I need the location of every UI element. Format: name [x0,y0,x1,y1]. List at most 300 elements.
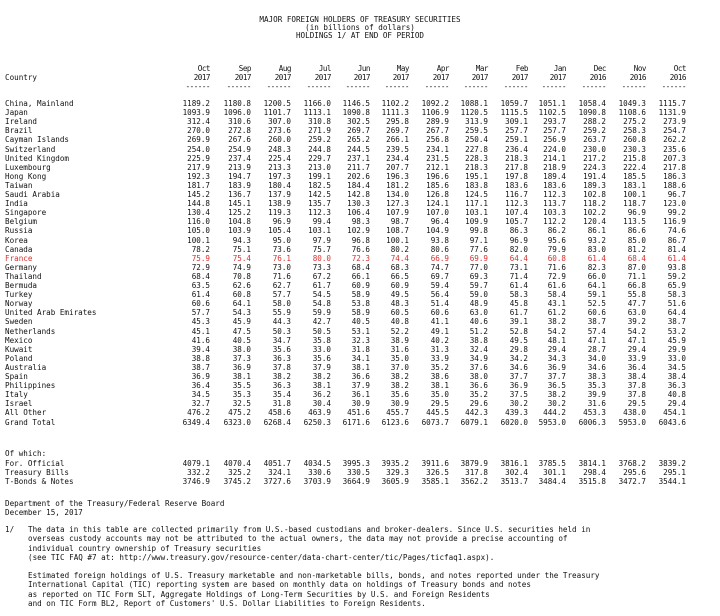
column-month: Jul [318,64,331,73]
table-cell: 73.6 [272,244,291,254]
table-cell: 267.7 [426,126,449,136]
table-cell: 229.7 [308,153,331,163]
table-cell: 107.4 [505,208,528,218]
table-cell: 33.9 [430,353,449,363]
table-cell: 259.1 [505,135,528,145]
table-cell: 37.3 [232,353,251,363]
table-cell: 269.9 [187,135,210,145]
table-cell: 29.9 [667,344,686,354]
table-cell: 295.6 [623,468,646,478]
table-cell: 37.9 [351,381,370,391]
table-cell: 34.3 [547,353,566,363]
table-cell: 73.3 [312,262,331,272]
table-cell: 6043.6 [658,417,686,427]
table-cell: 47.5 [232,326,251,336]
table-cell: 257.7 [505,126,528,136]
table-cell: 38.2 [312,372,331,381]
table-cell: 38.4 [667,372,686,381]
table-cell: 126.8 [426,190,449,199]
table-cell: 41.6 [191,335,210,345]
table-cell: 38.8 [191,353,210,363]
table-cell: 224.0 [543,144,566,154]
table-cell: 112.3 [505,199,528,209]
table-cell: 60.6 [587,308,606,318]
table-row [0,477,720,487]
column-underline: ------ [424,82,449,91]
table-cell: 145.2 [187,190,210,199]
estimate-line: Estimated foreign holdings of U.S. Treasury marketable and non-marketable bills, bonds, and notes reported under the Treasury [28,571,600,580]
table-cell: 99.4 [312,217,331,227]
table-cell: 271.9 [308,126,331,136]
table-cell: 38.2 [272,372,291,381]
column-year: 2016 [669,73,686,82]
table-cell: 85.0 [627,235,646,245]
column-header [448,64,488,91]
table-cell: 313.9 [465,117,488,127]
column-month: Oct [673,64,686,73]
row-country-name: T-Bonds & Notes [5,477,74,487]
column-underline: ------ [541,82,566,91]
table-cell: 38.2 [547,317,566,327]
table-cell: 47.1 [587,335,606,345]
table-cell: 317.8 [465,468,488,478]
table-cell: 73.1 [509,262,528,272]
table-cell: 3664.9 [342,477,370,487]
table-cell: 1166.0 [303,99,331,108]
table-cell: 31.6 [587,399,606,409]
row-country-name: All Other [5,408,47,418]
table-cell: 34.2 [509,353,528,363]
table-cell: 98.7 [390,217,409,227]
column-year: 2017 [392,73,409,82]
table-cell: 239.5 [386,144,409,154]
table-cell: 75.1 [232,244,251,254]
table-cell: 53.2 [667,326,686,336]
release-date: December 15, 2017 [5,508,83,517]
table-cell: 32.3 [351,335,370,345]
table-cell: 80.2 [390,244,409,254]
table-cell: 36.9 [232,362,251,372]
table-cell: 3935.2 [381,459,409,468]
table-cell: 225.4 [268,153,291,163]
table-cell: 237.4 [228,153,251,163]
row-country-name: Spain [5,372,28,381]
table-cell: 272.8 [228,126,251,136]
table-cell: 218.3 [465,162,488,172]
table-cell: 50.5 [312,326,331,336]
table-cell: 1090.8 [342,108,370,118]
table-cell: 74.7 [430,262,449,272]
table-cell: 330.5 [347,468,370,478]
table-cell: 217.8 [505,162,528,172]
table-cell: 63.5 [191,281,210,290]
table-cell: 74.9 [232,262,251,272]
row-country-name: Philippines [5,381,56,391]
table-cell: 197.8 [505,171,528,181]
table-cell: 104.9 [426,226,449,236]
table-cell: 53.8 [351,299,370,309]
table-cell: 51.6 [667,299,686,309]
table-cell: 60.6 [191,299,210,309]
table-cell: 73.0 [272,262,291,272]
table-cell: 1115.5 [500,108,528,118]
of-which-label: Of which: [5,449,47,458]
country-column-header: Country [5,73,38,82]
table-cell: 1108.6 [618,108,646,118]
table-cell: 48.9 [469,299,488,309]
table-cell: 1120.5 [460,108,488,118]
table-cell: 29.6 [469,399,488,409]
table-cell: 196.3 [386,171,409,181]
table-cell: 3746.9 [182,477,210,487]
table-cell: 36.5 [547,381,566,391]
table-cell: 476.2 [187,408,210,418]
table-cell: 38.6 [430,372,449,381]
row-country-name: Turkey [5,290,33,300]
table-cell: 60.6 [430,308,449,318]
column-underline: ------ [266,82,291,91]
table-cell: 3513.7 [500,477,528,487]
table-cell: 3879.9 [460,459,488,468]
table-cell: 66.1 [351,271,370,281]
table-cell: 228.3 [465,153,488,163]
document-title: MAJOR FOREIGN HOLDERS OF TREASURY SECURITIES [259,15,461,24]
table-cell: 67.2 [312,271,331,281]
table-cell: 34.9 [469,353,488,363]
column-header [211,64,251,91]
table-cell: 215.8 [623,153,646,163]
table-cell: 310.8 [308,117,331,127]
table-cell: 79.9 [547,244,566,254]
table-cell: 326.5 [426,468,449,478]
table-cell: 29.5 [430,399,449,409]
table-cell: 185.6 [426,180,449,190]
table-cell: 34.0 [587,353,606,363]
table-cell: 298.4 [583,468,606,478]
table-cell: 6171.6 [342,417,370,427]
row-country-name: For. Official [5,459,65,468]
table-cell: 38.1 [312,381,331,391]
table-cell: 309.1 [505,117,528,127]
table-cell: 138.9 [268,199,291,209]
table-cell: 96.7 [667,190,686,199]
table-cell: 49.5 [390,290,409,300]
table-cell: 45.1 [191,326,210,336]
table-cell: 31.8 [351,344,370,354]
table-cell: 307.0 [268,117,291,127]
table-cell: 96.9 [509,235,528,245]
table-cell: 35.0 [390,353,409,363]
row-country-name: Japan [5,108,28,118]
table-cell: 234.1 [426,144,449,154]
table-cell: 58.4 [547,290,566,300]
column-underline: ------ [463,82,488,91]
table-cell: 36.3 [667,381,686,391]
table-cell: 258.3 [623,126,646,136]
table-cell: 49.5 [509,335,528,345]
table-cell: 217.2 [583,153,606,163]
table-cell: 189.3 [583,180,606,190]
table-cell: 259.2 [308,135,331,145]
row-country-name: Luxembourg [5,162,51,172]
table-cell: 55.8 [627,290,646,300]
table-cell: 43.1 [547,299,566,309]
table-cell: 217.9 [187,162,210,172]
table-cell: 134.0 [386,190,409,199]
table-cell: 259.5 [465,126,488,136]
table-cell: 275.2 [623,117,646,127]
table-cell: 250.4 [465,135,488,145]
table-cell: 185.5 [623,171,646,181]
table-cell: 47.7 [627,299,646,309]
table-cell: 118.2 [583,199,606,209]
table-cell: 6123.6 [381,417,409,427]
table-cell: 63.0 [627,308,646,318]
table-cell: 439.3 [505,408,528,418]
table-cell: 35.5 [232,381,251,391]
table-cell: 1113.1 [303,108,331,118]
table-cell: 71.6 [272,271,291,281]
table-cell: 57.7 [191,308,210,318]
table-cell: 38.2 [547,390,566,400]
table-cell: 33.0 [312,344,331,354]
row-country-name: Russia [5,226,33,236]
table-cell: 30.9 [390,399,409,409]
column-month: Feb [515,64,528,73]
table-cell: 59.9 [312,308,331,318]
table-cell: 61.4 [509,281,528,290]
table-cell: 183.1 [623,180,646,190]
table-cell: 47.1 [627,335,646,345]
table-cell: 4079.1 [182,459,210,468]
table-cell: 3585.1 [421,477,449,487]
table-cell: 61.7 [312,281,331,290]
table-cell: 1106.9 [421,108,449,118]
table-cell: 69.9 [469,253,488,263]
table-cell: 302.5 [347,117,370,127]
row-country-name: Italy [5,390,28,400]
table-cell: 295.1 [663,468,686,478]
row-country-name: Ireland [5,117,38,127]
table-cell: 112.3 [308,208,331,218]
table-cell: 231.5 [426,153,449,163]
table-cell: 72.3 [351,253,370,263]
row-country-name: Bermuda [5,281,38,290]
table-cell: 32.5 [232,399,251,409]
table-cell: 45.8 [509,299,528,309]
table-cell: 266.1 [386,135,409,145]
table-cell: 1088.1 [460,99,488,108]
table-cell: 3816.1 [500,459,528,468]
table-cell: 257.7 [543,126,566,136]
column-underline: ------ [226,82,251,91]
footnote-line: The data in this table are collected primarily from U.S.-based custodians and broker-dealers. Since U.S. securities held in [28,525,591,534]
table-cell: 45.3 [191,317,210,327]
table-cell: 95.0 [272,235,291,245]
row-country-name: Grand Total [5,417,56,427]
table-cell: 35.6 [312,353,331,363]
table-cell: 51.2 [469,326,488,336]
footnote-text [28,525,718,563]
table-cell: 30.4 [312,399,331,409]
table-cell: 105.7 [505,217,528,227]
table-cell: 112.2 [543,217,566,227]
footnote-line: (see TIC FAQ #7 at: http://www.treasury.gov/resource-center/data-chart-center/tic/Pages/ticfaq1.aspx). [28,553,495,563]
table-cell: 225.9 [187,153,210,163]
row-country-name: Switzerland [5,144,56,154]
column-header [566,64,606,91]
table-cell: 61.4 [191,290,210,300]
table-cell: 267.6 [228,135,251,145]
column-month: Sep [238,64,251,73]
column-month: Apr [436,64,449,73]
table-cell: 310.6 [228,117,251,127]
row-country-name: Canada [5,244,33,254]
table-cell: 38.7 [587,317,606,327]
table-cell: 254.0 [187,144,210,154]
table-cell: 95.6 [547,235,566,245]
table-cell: 199.1 [308,171,331,181]
table-cell: 36.3 [272,353,291,363]
row-country-name: Thailand [5,271,42,281]
table-cell: 37.7 [547,372,566,381]
table-cell: 38.2 [390,381,409,391]
row-country-name: Treasury Bills [5,468,70,478]
table-cell: 1049.3 [618,99,646,108]
table-cell: 1102.5 [538,108,566,118]
table-cell: 3605.9 [381,477,409,487]
table-cell: 54.8 [312,299,331,309]
table-cell: 3814.1 [578,459,606,468]
table-cell: 103.1 [465,208,488,218]
table-cell: 38.7 [191,362,210,372]
table-cell: 60.8 [232,290,251,300]
table-cell: 1180.8 [223,99,251,108]
table-cell: 6020.0 [500,417,528,427]
table-cell: 3995.3 [342,459,370,468]
table-cell: 256.8 [426,135,449,145]
table-cell: 329.3 [386,468,409,478]
table-cell: 59.2 [667,271,686,281]
row-country-name: Brazil [5,126,33,136]
table-cell: 112.3 [543,190,566,199]
table-cell: 61.2 [547,308,566,318]
table-cell: 1090.8 [578,108,606,118]
table-cell: 6073.7 [421,417,449,427]
table-cell: 4051.7 [263,459,291,468]
table-cell: 86.1 [587,226,606,236]
table-cell: 65.9 [667,281,686,290]
table-cell: 234.4 [386,153,409,163]
table-cell: 192.3 [187,171,210,181]
table-cell: 77.0 [469,262,488,272]
table-cell: 108.7 [386,226,409,236]
table-row [0,418,720,428]
column-header [170,64,210,91]
table-cell: 230.0 [583,144,606,154]
table-cell: 444.2 [543,408,566,418]
table-cell: 37.0 [390,362,409,372]
table-cell: 60.8 [547,253,566,263]
table-cell: 58.3 [667,290,686,300]
table-cell: 71.6 [547,262,566,272]
table-cell: 60.5 [390,308,409,318]
table-cell: 96.8 [351,235,370,245]
table-cell: 463.9 [308,408,331,418]
estimate-line: International Capital (TIC) reporting system are based on monthly data on holdings of Treasury bonds and notes [28,580,531,590]
column-header [646,64,686,91]
table-cell: 38.3 [587,372,606,381]
column-month: Oct [197,64,210,73]
table-cell: 34.7 [272,335,291,345]
table-cell: 256.9 [543,135,566,145]
table-cell: 45.9 [667,335,686,345]
table-cell: 75.4 [232,253,251,263]
table-cell: 254.9 [228,144,251,154]
table-cell: 99.8 [469,226,488,236]
table-cell: 38.1 [430,381,449,391]
table-cell: 1051.1 [538,99,566,108]
table-cell: 183.9 [228,180,251,190]
table-cell: 211.7 [347,162,370,172]
table-cell: 82.0 [509,244,528,254]
table-cell: 81.2 [627,244,646,254]
table-cell: 117.1 [465,199,488,209]
table-cell: 36.3 [272,381,291,391]
table-cell: 1115.7 [658,99,686,108]
table-cell: 35.3 [232,390,251,400]
table-cell: 35.0 [430,390,449,400]
table-cell: 96.9 [627,208,646,218]
table-cell: 3911.6 [421,459,449,468]
table-cell: 96.9 [272,217,291,227]
table-cell: 237.1 [347,153,370,163]
table-cell: 107.9 [386,208,409,218]
table-cell: 56.4 [430,290,449,300]
table-cell: 71.1 [627,271,646,281]
table-cell: 182.5 [308,180,331,190]
table-cell: 34.6 [509,362,528,372]
table-cell: 5953.0 [618,417,646,427]
column-underline: ------ [306,82,331,91]
row-country-name: Saudi Arabia [5,190,60,199]
column-year: 2017 [353,73,370,82]
table-cell: 81.4 [667,244,686,254]
table-cell: 106.4 [347,208,370,218]
table-cell: 105.4 [268,226,291,236]
column-underline: ------ [345,82,370,91]
table-cell: 36.4 [627,362,646,372]
table-cell: 57.4 [587,326,606,336]
table-cell: 273.9 [663,117,686,127]
table-cell: 64.4 [667,308,686,318]
table-cell: 30.2 [547,399,566,409]
column-month: Dec [593,64,606,73]
table-cell: 127.3 [386,199,409,209]
table-cell: 137.9 [268,190,291,199]
table-cell: 130.3 [347,199,370,209]
estimate-line: and on TIC Form BL2, Report of Customers' U.S. Dollar Liabilities to Foreign Residents. [28,599,426,609]
table-cell: 62.7 [272,281,291,290]
table-cell: 36.6 [469,381,488,391]
column-month: Aug [278,64,291,73]
table-cell: 144.8 [187,199,210,209]
table-cell: 458.6 [268,408,291,418]
table-cell: 54.2 [627,326,646,336]
row-country-name: Poland [5,353,33,363]
row-country-name: Mexico [5,335,33,345]
table-cell: 31.6 [390,344,409,354]
